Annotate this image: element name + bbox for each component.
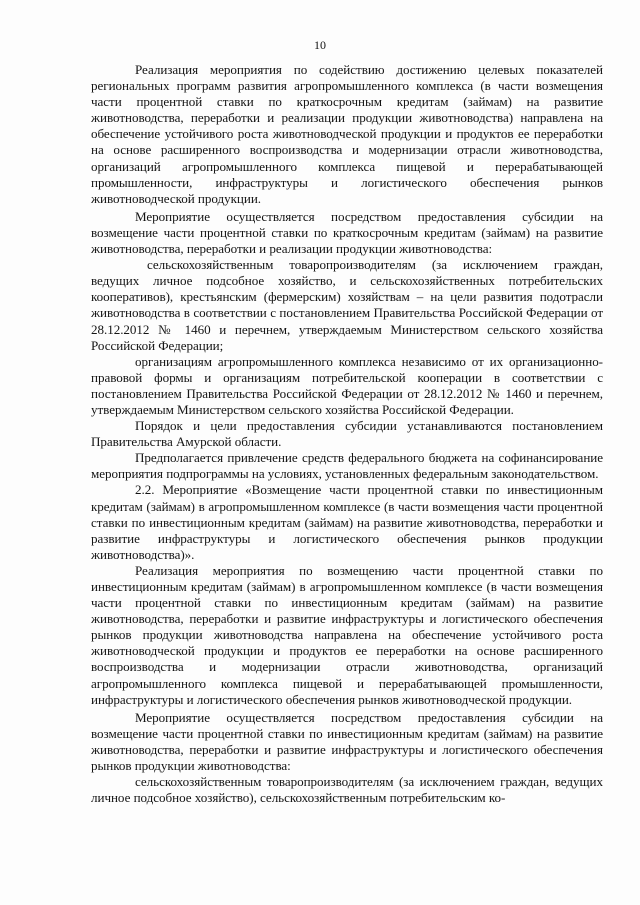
paragraph-implementation-investment: Реализация мероприятия по возмещению части процентной ставки по инвестиционным кредитам (займам) в агропромышленном комплексе (в части возмещения части процентной ставки по инвестиционным кредитам (займам) на развитие животноводства, переработки и развитие инфраструктуры и логистического обеспечения рынков продукции животноводства направлена на обеспечение устойчивого роста животноводческой продукции и продуктов ее переработки на основе расширенного воспроизводства и модернизации отрасли животноводства, организаций агропромышленного комплекса пищевой и перерабатывающей промышленности, инфраструктуры и логистического обеспечения рынков животноводческой продукции. xyxy=(91,562,603,707)
paragraph-implementation-short-term: Реализация мероприятия по содействию достижению целевых показателей региональных программ развития агропромышленного комплекса (в части возмещения части процентной ставки по краткосрочным кредитам (займам) на развитие животноводства, переработки и реализации продукции животноводства) направлена на обеспечение устойчивого роста животноводческой продукции и продуктов ее переработки на основе расширенного воспроизводства и модернизации отрасли животноводства, организаций агропромышленного комплекса пищевой и перерабатывающей промышленности, инфраструктуры и логистического обеспечения рынков животноводческой продукции. xyxy=(91,62,603,206)
page-number: 10 xyxy=(314,38,326,52)
paragraph-procedure: Порядок и цели предоставления субсидии устанавливаются постановлением Правительства Амурской области. xyxy=(91,418,603,450)
document-body xyxy=(91,62,603,806)
paragraph-subsidy-investment: Мероприятие осуществляется посредством предоставления субсидии на возмещение части процентной ставки по инвестиционным кредитам (займам) на развитие животноводства, переработки и развитие инфраструктуры и логистического обеспечения рынков продукции животноводства: xyxy=(91,709,603,774)
paragraph-measure-2-2: 2.2. Мероприятие «Возмещение части процентной ставки по инвестиционным кредитам (займам) в агропромышленном комплексе (в части возмещения части процентной ставки по инвестиционным кредитам (займам) на развитие животноводства, переработки и развитие инфраструктуры и логистического обеспечения рынков продукции животноводства)». xyxy=(91,482,603,562)
paragraph-recipients-producers-continued: сельскохозяйственным товаропроизводителям (за исключением граждан, ведущих личное подсобное хозяйство), сельскохозяйственным потребительским ко- xyxy=(91,774,603,806)
paragraph-federal-funding: Предполагается привлечение средств федерального бюджета на софинансирование мероприятия подпрограммы на условиях, установленных федеральным законодательством. xyxy=(91,450,603,482)
paragraph-recipients-organizations: организациям агропромышленного комплекса независимо от их организационно-правовой формы и организациям потребительской кооперации в соответствии с постановлением Правительства Российской Федерации от 28.12.2012 № 1460 и перечнем, утверждаемым Министерством сельского хозяйства Российской Федерации. xyxy=(91,353,603,417)
paragraph-subsidy-short-term: Мероприятие осуществляется посредством предоставления субсидии на возмещение части процентной ставки по краткосрочным кредитам (займам) на развитие животноводства, переработки и реализации продукции животноводства: xyxy=(91,208,603,257)
paragraph-recipients-producers: сельскохозяйственным товаропроизводителям (за исключением граждан, ведущих личное подсобное хозяйство, и сельскохозяйственных потребительских кооперативов), крестьянским (фермерским) хозяйствам – на цели развития подотрасли животноводства в соответствии с постановлением Правительства Российской Федерации от 28.12.2012 № 1460 и перечнем, утверждаемым Министерством сельского хозяйства Российской Федерации; xyxy=(91,257,603,353)
